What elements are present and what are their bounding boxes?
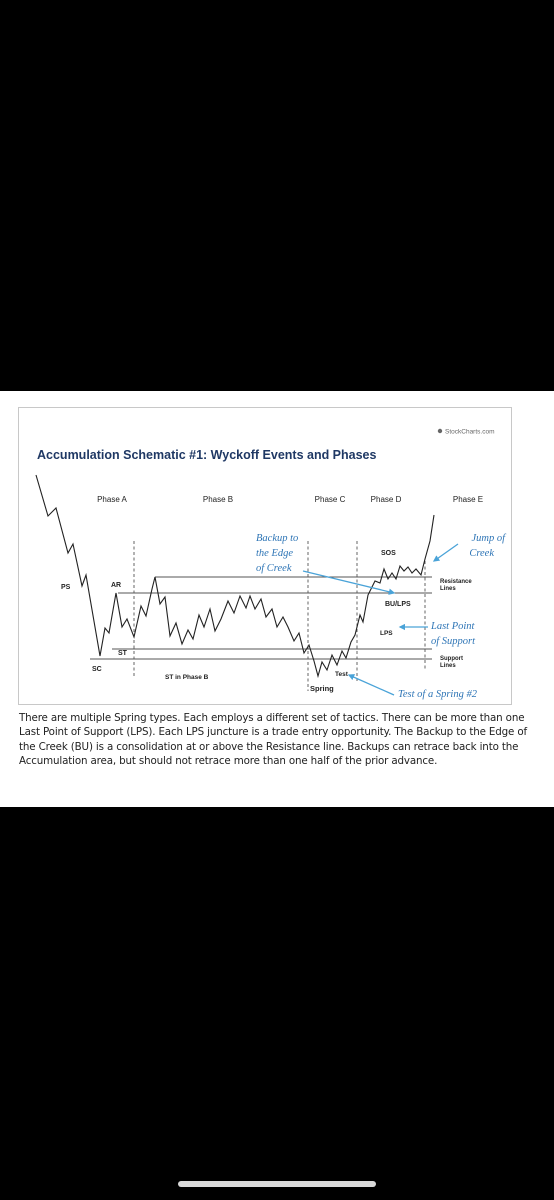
annotation-last-point-line2: of Support xyxy=(431,636,476,647)
phase-label-a: Phase A xyxy=(97,495,127,504)
event-label-lps: LPS xyxy=(380,630,393,637)
phase-label-c: Phase C xyxy=(314,495,346,504)
annotation-backup-line2: the Edge xyxy=(256,548,294,559)
annotation-test-spring: Test of a Spring #2 xyxy=(398,689,477,700)
annotation-jump-line2: Creek xyxy=(469,548,494,559)
annotation-backup-line3: of Creek xyxy=(256,563,292,574)
resistance-label-line1: Resistance xyxy=(440,579,472,585)
event-label-sos: SOS xyxy=(381,550,396,557)
price-path xyxy=(36,475,434,676)
event-label-st: ST xyxy=(118,650,127,657)
watermark: StockCharts.com xyxy=(445,428,495,436)
caption-text: There are multiple Spring types. Each employs a different set of tactics. There can be more than one Last Point of Support (LPS). Each LPS juncture is a trade entry opportunity. The Backup to the Edge of the Creek (BU) is a consolidation at or above the Resistance line. Backups can retrace back into the Accumulation area, but should not retrace more than one half of the prior advance. xyxy=(19,712,527,768)
home-indicator[interactable] xyxy=(178,1181,376,1187)
phase-label-d: Phase D xyxy=(370,495,402,504)
phase-label-e: Phase E xyxy=(452,495,484,504)
arrow-jump-of-creek xyxy=(434,544,458,561)
event-label-st-phase-b: ST in Phase B xyxy=(165,674,209,681)
arrow-test-spring xyxy=(349,675,394,695)
event-label-test: Test xyxy=(335,671,348,678)
watermark-dot-icon xyxy=(438,429,442,433)
event-label-ps: PS xyxy=(61,584,71,591)
event-label-bu-lps: BU/LPS xyxy=(385,601,411,608)
support-label-line1: Support xyxy=(440,656,463,662)
wyckoff-accumulation-diagram xyxy=(0,391,554,711)
annotation-last-point-line1: Last Point xyxy=(431,621,475,632)
event-label-sc: SC xyxy=(92,666,102,673)
schematic-card xyxy=(0,391,554,807)
event-label-ar: AR xyxy=(111,582,122,589)
resistance-label-line2: Lines xyxy=(440,586,456,592)
annotation-backup-line1: Backup to xyxy=(256,533,299,544)
phase-label-b: Phase B xyxy=(202,495,234,504)
support-label-line2: Lines xyxy=(440,663,456,669)
event-label-spring: Spring xyxy=(310,684,334,693)
diagram-title: Accumulation Schematic #1: Wyckoff Events and Phases xyxy=(37,448,377,462)
annotation-jump-line1: Jump of xyxy=(471,533,505,544)
